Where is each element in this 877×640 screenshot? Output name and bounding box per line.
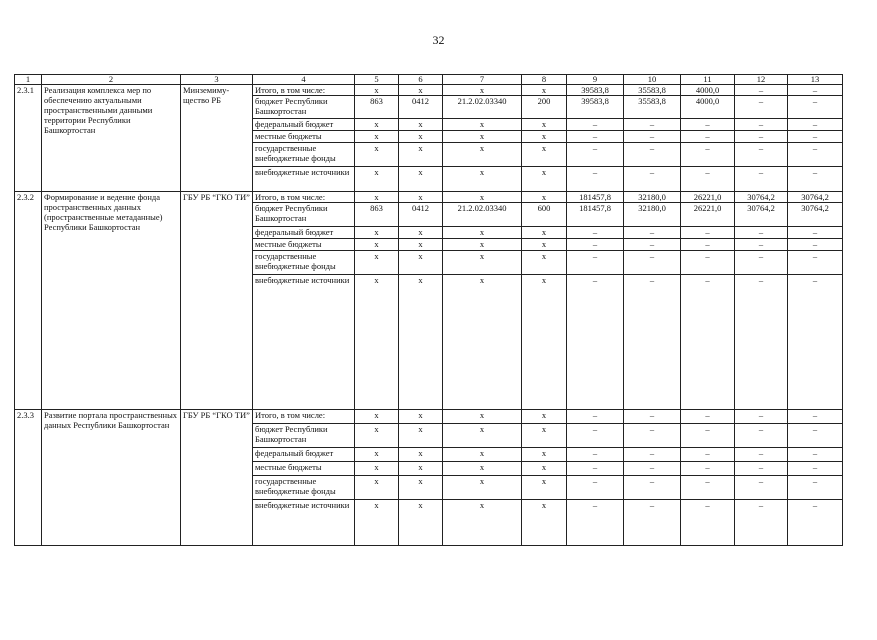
value-cell: x <box>522 462 567 476</box>
value-cell: – <box>735 424 788 448</box>
value-cell: x <box>443 227 522 239</box>
value-cell: – <box>681 227 735 239</box>
value-cell: x <box>443 275 522 410</box>
value-cell: – <box>681 251 735 275</box>
value-cell: – <box>681 500 735 546</box>
column-header: 3 <box>181 75 253 85</box>
value-cell: 181457,8 <box>567 192 624 203</box>
value-cell: – <box>788 410 843 424</box>
value-cell: – <box>735 119 788 131</box>
column-header: 11 <box>681 75 735 85</box>
value-cell: x <box>355 192 399 203</box>
value-cell: – <box>735 275 788 410</box>
section-title: Развитие портала пространственных данных Республики Башкортостан <box>42 410 181 546</box>
value-cell: 181457,8 <box>567 203 624 227</box>
value-cell: x <box>399 143 443 167</box>
value-cell: – <box>735 462 788 476</box>
value-cell: x <box>522 448 567 462</box>
value-cell: – <box>681 167 735 192</box>
value-cell: 26221,0 <box>681 192 735 203</box>
funding-source: государственные внебюджетные фонды <box>253 476 355 500</box>
column-header: 7 <box>443 75 522 85</box>
value-cell: x <box>355 462 399 476</box>
value-cell: x <box>522 131 567 143</box>
value-cell: x <box>399 251 443 275</box>
value-cell: x <box>522 239 567 251</box>
value-cell: x <box>399 275 443 410</box>
value-cell: x <box>355 143 399 167</box>
value-cell: x <box>399 462 443 476</box>
funding-source: бюджет Республики Башкортостан <box>253 203 355 227</box>
value-cell: 30764,2 <box>735 203 788 227</box>
value-cell: x <box>355 251 399 275</box>
value-cell: x <box>355 448 399 462</box>
value-cell: 21.2.02.03340 <box>443 203 522 227</box>
funding-source: Итого, в том числе: <box>253 410 355 424</box>
value-cell: x <box>443 131 522 143</box>
column-header-row <box>15 75 843 85</box>
value-cell: 4000,0 <box>681 85 735 96</box>
value-cell: – <box>624 424 681 448</box>
funding-source: внебюджетные источники <box>253 167 355 192</box>
funding-source: местные бюджеты <box>253 239 355 251</box>
value-cell: x <box>522 167 567 192</box>
value-cell: 4000,0 <box>681 96 735 119</box>
column-header: 4 <box>253 75 355 85</box>
value-cell: – <box>788 131 843 143</box>
value-cell: x <box>355 131 399 143</box>
funding-source: государственные внебюджетные фонды <box>253 251 355 275</box>
value-cell: x <box>355 424 399 448</box>
section-title: Формирование и ведение фонда пространственных данных (пространственные метаданные) Республики Башкортостан <box>42 192 181 410</box>
section-code: 2.3.2 <box>15 192 42 410</box>
value-cell: – <box>567 462 624 476</box>
value-cell: x <box>399 85 443 96</box>
section-executor: ГБУ РБ “ГКО ТИ” <box>181 410 253 546</box>
value-cell: 21.2.02.03340 <box>443 96 522 119</box>
value-cell: – <box>624 131 681 143</box>
value-cell: x <box>355 167 399 192</box>
funding-source: местные бюджеты <box>253 131 355 143</box>
value-cell: x <box>399 131 443 143</box>
funding-source: федеральный бюджет <box>253 448 355 462</box>
value-cell: 32180,0 <box>624 203 681 227</box>
column-header: 8 <box>522 75 567 85</box>
value-cell: – <box>788 239 843 251</box>
table-row <box>15 85 843 96</box>
value-cell: 39583,8 <box>567 96 624 119</box>
value-cell: 863 <box>355 96 399 119</box>
value-cell: – <box>681 239 735 251</box>
value-cell: – <box>624 448 681 462</box>
value-cell: – <box>567 119 624 131</box>
value-cell: – <box>681 131 735 143</box>
funding-source: бюджет Республики Башкортостан <box>253 96 355 119</box>
value-cell: x <box>355 500 399 546</box>
value-cell: x <box>522 227 567 239</box>
value-cell: – <box>735 448 788 462</box>
value-cell: – <box>567 476 624 500</box>
value-cell: – <box>735 476 788 500</box>
value-cell: x <box>443 85 522 96</box>
value-cell: 35583,8 <box>624 85 681 96</box>
funding-source: бюджет Республики Башкортостан <box>253 424 355 448</box>
value-cell: – <box>735 251 788 275</box>
value-cell: – <box>681 424 735 448</box>
value-cell: 26221,0 <box>681 203 735 227</box>
value-cell: – <box>788 462 843 476</box>
value-cell: x <box>399 167 443 192</box>
value-cell: – <box>567 239 624 251</box>
value-cell: – <box>788 251 843 275</box>
value-cell: x <box>399 424 443 448</box>
section-code: 2.3.3 <box>15 410 42 546</box>
value-cell: 32180,0 <box>624 192 681 203</box>
value-cell: 30764,2 <box>788 203 843 227</box>
value-cell: 39583,8 <box>567 85 624 96</box>
value-cell: – <box>681 448 735 462</box>
column-header: 9 <box>567 75 624 85</box>
value-cell: x <box>355 85 399 96</box>
funding-source: местные бюджеты <box>253 462 355 476</box>
value-cell: x <box>522 251 567 275</box>
value-cell: x <box>443 167 522 192</box>
value-cell: – <box>681 275 735 410</box>
value-cell: x <box>522 143 567 167</box>
value-cell: – <box>624 251 681 275</box>
value-cell: x <box>399 448 443 462</box>
value-cell: – <box>567 167 624 192</box>
funding-source: государственные внебюджетные фонды <box>253 143 355 167</box>
value-cell: – <box>681 462 735 476</box>
value-cell: – <box>788 167 843 192</box>
value-cell: x <box>443 424 522 448</box>
value-cell: x <box>522 410 567 424</box>
value-cell: x <box>399 476 443 500</box>
value-cell: – <box>567 448 624 462</box>
column-header: 1 <box>15 75 42 85</box>
value-cell: x <box>443 119 522 131</box>
value-cell: x <box>399 192 443 203</box>
value-cell: x <box>399 500 443 546</box>
value-cell: x <box>522 192 567 203</box>
column-header: 5 <box>355 75 399 85</box>
funding-source: федеральный бюджет <box>253 227 355 239</box>
value-cell: x <box>443 239 522 251</box>
value-cell: – <box>735 131 788 143</box>
value-cell: 600 <box>522 203 567 227</box>
value-cell: x <box>399 119 443 131</box>
value-cell: x <box>399 239 443 251</box>
value-cell: – <box>681 476 735 500</box>
value-cell: – <box>624 119 681 131</box>
page-number: 32 <box>432 33 445 47</box>
value-cell: x <box>522 476 567 500</box>
value-cell: – <box>624 239 681 251</box>
value-cell: 0412 <box>399 96 443 119</box>
value-cell: x <box>443 462 522 476</box>
value-cell: – <box>681 143 735 167</box>
funding-source: федеральный бюджет <box>253 119 355 131</box>
value-cell: 30764,2 <box>735 192 788 203</box>
value-cell: x <box>522 85 567 96</box>
value-cell: – <box>624 476 681 500</box>
value-cell: – <box>567 143 624 167</box>
section-title: Реализация комплекса мер по обеспечению актуальными пространственными данными территории Республики Башкортостан <box>42 85 181 192</box>
value-cell: – <box>624 500 681 546</box>
value-cell: x <box>443 476 522 500</box>
value-cell: x <box>399 227 443 239</box>
funding-source: Итого, в том числе: <box>253 192 355 203</box>
value-cell: 35583,8 <box>624 96 681 119</box>
funding-source: внебюджетные источники <box>253 500 355 546</box>
value-cell: – <box>788 143 843 167</box>
table-row <box>15 410 843 424</box>
value-cell: 863 <box>355 203 399 227</box>
value-cell: – <box>788 85 843 96</box>
value-cell: – <box>567 424 624 448</box>
value-cell: – <box>624 410 681 424</box>
value-cell: – <box>567 227 624 239</box>
value-cell: x <box>522 119 567 131</box>
value-cell: – <box>567 275 624 410</box>
value-cell: – <box>788 227 843 239</box>
value-cell: x <box>443 192 522 203</box>
value-cell: – <box>788 424 843 448</box>
value-cell: – <box>735 85 788 96</box>
value-cell: x <box>355 227 399 239</box>
value-cell: – <box>681 119 735 131</box>
value-cell: – <box>567 410 624 424</box>
value-cell: x <box>522 275 567 410</box>
value-cell: – <box>735 167 788 192</box>
value-cell: – <box>735 96 788 119</box>
column-header: 13 <box>788 75 843 85</box>
value-cell: x <box>355 119 399 131</box>
section-executor: Минземиму-щество РБ <box>181 85 253 192</box>
value-cell: – <box>788 448 843 462</box>
value-cell: – <box>735 227 788 239</box>
table-row <box>15 192 843 203</box>
value-cell: x <box>443 410 522 424</box>
value-cell: – <box>788 275 843 410</box>
value-cell: x <box>355 239 399 251</box>
column-header: 10 <box>624 75 681 85</box>
value-cell: – <box>681 410 735 424</box>
funding-source: Итого, в том числе: <box>253 85 355 96</box>
value-cell: – <box>624 227 681 239</box>
value-cell: x <box>443 251 522 275</box>
value-cell: – <box>567 251 624 275</box>
value-cell: – <box>624 462 681 476</box>
value-cell: – <box>788 119 843 131</box>
value-cell: – <box>735 410 788 424</box>
value-cell: – <box>788 476 843 500</box>
column-header: 2 <box>42 75 181 85</box>
value-cell: x <box>355 410 399 424</box>
value-cell: – <box>735 143 788 167</box>
value-cell: – <box>567 500 624 546</box>
value-cell: x <box>443 500 522 546</box>
value-cell: – <box>735 500 788 546</box>
value-cell: 30764,2 <box>788 192 843 203</box>
budget-table <box>14 74 843 546</box>
value-cell: 200 <box>522 96 567 119</box>
value-cell: x <box>355 275 399 410</box>
value-cell: – <box>624 275 681 410</box>
value-cell: x <box>443 448 522 462</box>
value-cell: x <box>399 410 443 424</box>
value-cell: x <box>522 500 567 546</box>
value-cell: – <box>624 143 681 167</box>
value-cell: – <box>735 239 788 251</box>
section-code: 2.3.1 <box>15 85 42 192</box>
value-cell: – <box>788 500 843 546</box>
value-cell: x <box>522 424 567 448</box>
value-cell: 0412 <box>399 203 443 227</box>
column-header: 12 <box>735 75 788 85</box>
value-cell: x <box>355 476 399 500</box>
value-cell: x <box>443 143 522 167</box>
column-header: 6 <box>399 75 443 85</box>
section-executor: ГБУ РБ “ГКО ТИ” <box>181 192 253 410</box>
value-cell: – <box>788 96 843 119</box>
value-cell: – <box>624 167 681 192</box>
value-cell: – <box>567 131 624 143</box>
funding-source: внебюджетные источники <box>253 275 355 410</box>
